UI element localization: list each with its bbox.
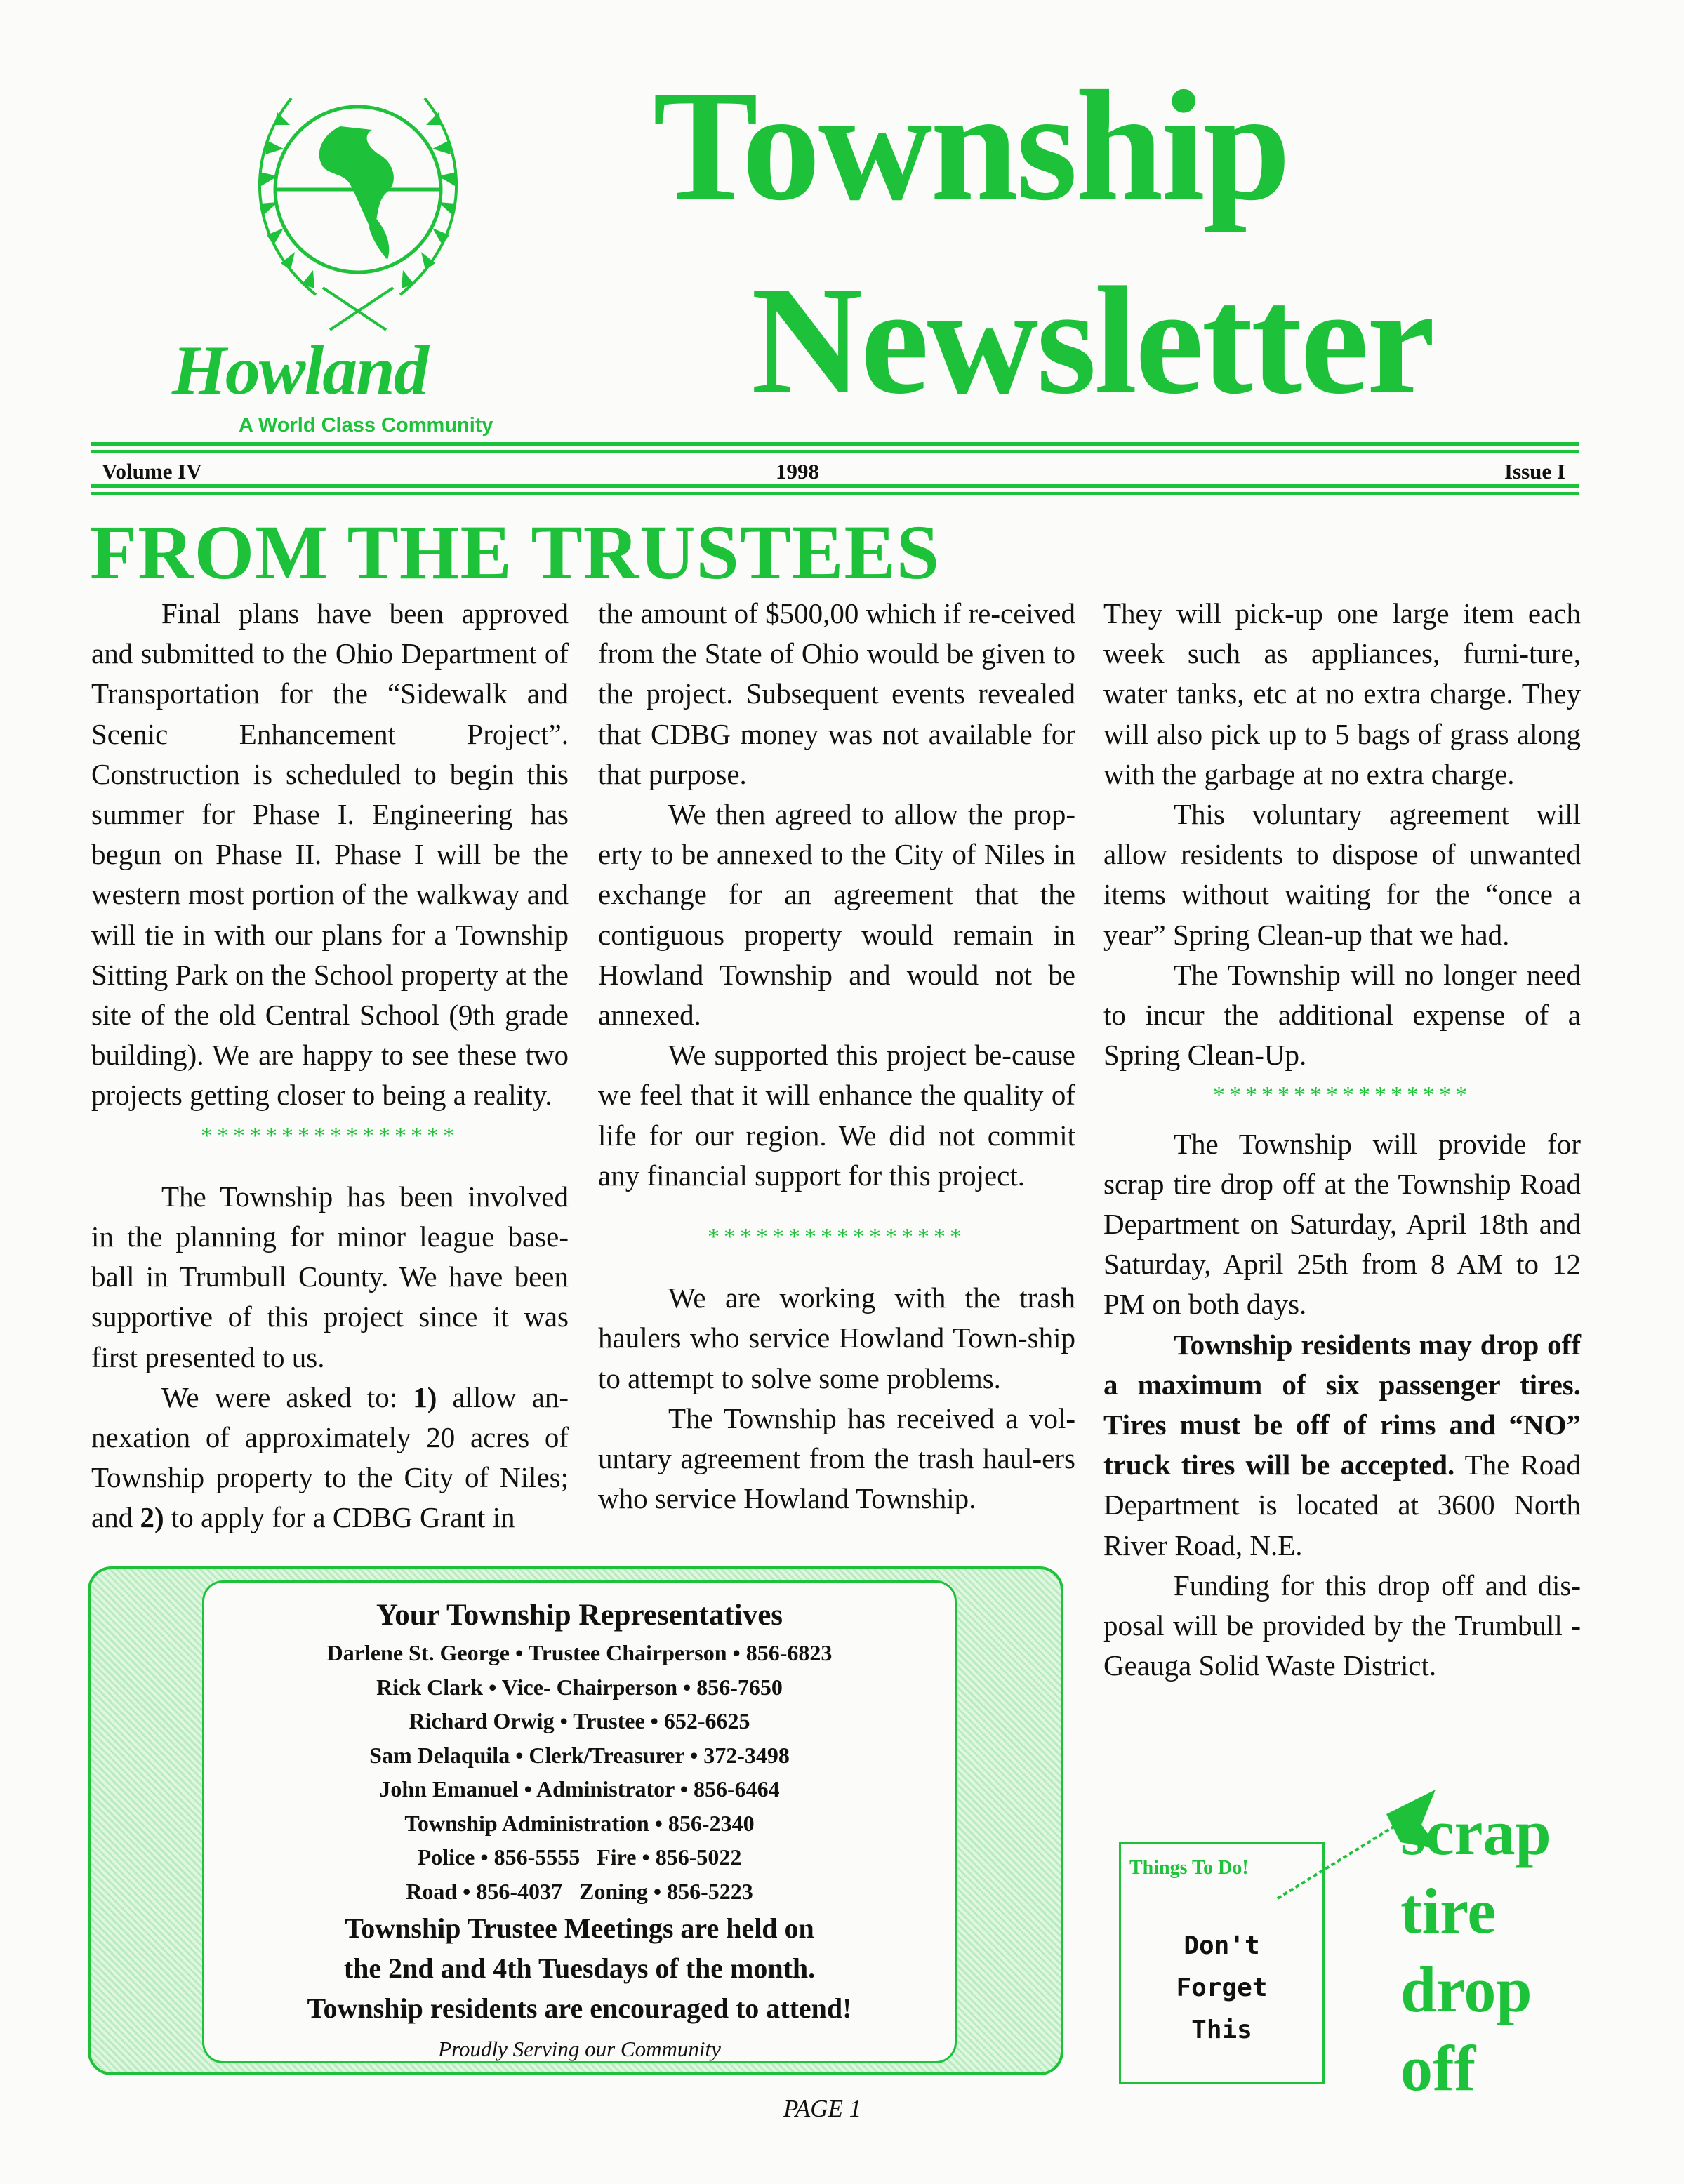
paragraph: We then agreed to allow the prop-erty to be annexed to the City of Niles in exchange for an agreement that the contiguous property would remain in Howland Township and would not be annexed. <box>598 798 1075 1032</box>
representatives-footer: Proudly Serving our Community <box>438 2037 721 2061</box>
masthead-rule-top-2 <box>91 450 1579 453</box>
paragraph: We are working with the trash haulers who service Howland Town-ship to attempt to solve some problems. <box>598 1281 1075 1394</box>
paragraph: They will pick-up one large item each week such as appliances, furni-ture, water tanks, etc at no extra charge. They will also pick up to 5 bags of grass along with the garbage at no extra charge. <box>1103 597 1581 790</box>
paragraph: The Township will no longer need to incur the additional expense of a Spring Clean-Up. <box>1103 958 1581 1072</box>
rep-line: Township Administration • 856-2340 <box>404 1810 755 1836</box>
section-divider-stars: **************** <box>201 1122 459 1149</box>
newsletter-title-line2: Newsletter <box>751 255 1433 426</box>
section-divider-stars: **************** <box>1213 1082 1471 1109</box>
paragraph: This voluntary agreement will allow residents to dispose of unwanted items without waiting for the “once a year” Spring Clean-up that we had. <box>1103 798 1581 951</box>
howland-logo-wordmark: Howland <box>172 331 427 409</box>
article-column-2 <box>598 594 1075 1519</box>
paragraph: The Township has received a vol-untary agreement from the trash haul-ers who service Howland Township. <box>598 1401 1075 1515</box>
year-label: 1998 <box>776 459 819 484</box>
volume-label: Volume IV <box>102 459 202 484</box>
paragraph: The Township has been involved in the planning for minor league base-ball in Trumbull County. We have been supportive of this project since it was first presented to us. <box>91 1180 569 1373</box>
masthead-rule-top <box>91 442 1579 446</box>
todo-title: Things To Do! <box>1129 1857 1249 1879</box>
meeting-info: Township Trustee Meetings are held on <box>345 1912 814 1944</box>
masthead-rule-bottom-2 <box>91 492 1579 495</box>
issue-info-bar <box>102 459 1565 487</box>
meeting-info: Township residents are encouraged to attend! <box>307 1992 852 2024</box>
representatives-box <box>202 1580 957 2063</box>
todo-text: Don't Forget This <box>1176 1931 1268 2044</box>
masthead-rule-bottom <box>91 484 1579 488</box>
meeting-info: the 2nd and 4th Tuesdays of the month. <box>343 1952 816 1984</box>
paragraph: Funding for this drop off and dis-posal will be provided by the Trumbull -Geauga Solid Waste District. <box>1103 1569 1581 1682</box>
paragraph: The Township will provide for scrap tire drop off at the Township Road Department on Saturday, April 18th and Saturday, April 25th from 8 AM to 12 PM on both days. <box>1103 1127 1581 1321</box>
issue-label: Issue I <box>1504 459 1565 484</box>
rep-line: Road • 856-4037 Zoning • 856-5223 <box>406 1878 753 1904</box>
article-column-3 <box>1103 594 1581 1686</box>
logo-tagline: A World Class Community <box>239 414 493 437</box>
representatives-title: Your Township Representatives <box>376 1599 783 1632</box>
paragraph: the amount of $500,00 which if re-ceived from the State of Ohio would be given to the project. Subsequent events revealed that CDBG money was not available for that purpose. <box>598 597 1075 790</box>
paragraph: Final plans have been approved and submitted to the Ohio Department of Transportation for the “Sidewalk and Scenic Enhancement Project”. Construction is scheduled to begin this summer for Phase I. Engineering has begun on Phase II. Phase I will be the western most portion of the walkway and will tie in with our plans for a Township Sitting Park on the School property at the site of the old Central School (9th grade building). We are happy to see these two projects getting closer to being a reality. <box>91 597 569 1112</box>
paragraph: Township residents may drop off a maximum of six passenger tires. Tires must be off of rims and “NO” truck tires will be accepted. The Road Department is located at 3600 North River Road, N.E. <box>1103 1328 1581 1562</box>
scrap-tire-drop-off-graphic: scrap tire drop off <box>1400 1797 1551 2104</box>
page-number: PAGE 1 <box>783 2095 862 2122</box>
paragraph: We supported this project be-cause we feel that it will enhance the quality of life for our region. We did not commit any financial support for this project. <box>598 1039 1075 1192</box>
section-divider-stars: **************** <box>708 1224 966 1251</box>
rep-line: Richard Orwig • Trustee • 652-6625 <box>409 1708 750 1733</box>
rep-line: John Emanuel • Administrator • 856-6464 <box>379 1776 780 1802</box>
rep-line: Police • 856-5555 Fire • 856-5022 <box>417 1844 742 1870</box>
newsletter-title-line1: Township <box>653 58 1289 233</box>
paragraph: We were asked to: 1) allow an-nexation of approximately 20 acres of Township property to the City of Niles; and 2) to apply for a CDBG Grant in <box>91 1380 569 1534</box>
rep-line: Darlene St. George • Trustee Chairperson • 856-6823 <box>326 1640 833 1665</box>
article-headline: FROM THE TRUSTEES <box>90 510 941 595</box>
article-column-1 <box>91 594 569 1538</box>
rep-line: Rick Clark • Vice- Chairperson • 856-7650 <box>376 1674 783 1700</box>
rep-line: Sam Delaquila • Clerk/Treasurer • 372-3498 <box>369 1742 790 1768</box>
